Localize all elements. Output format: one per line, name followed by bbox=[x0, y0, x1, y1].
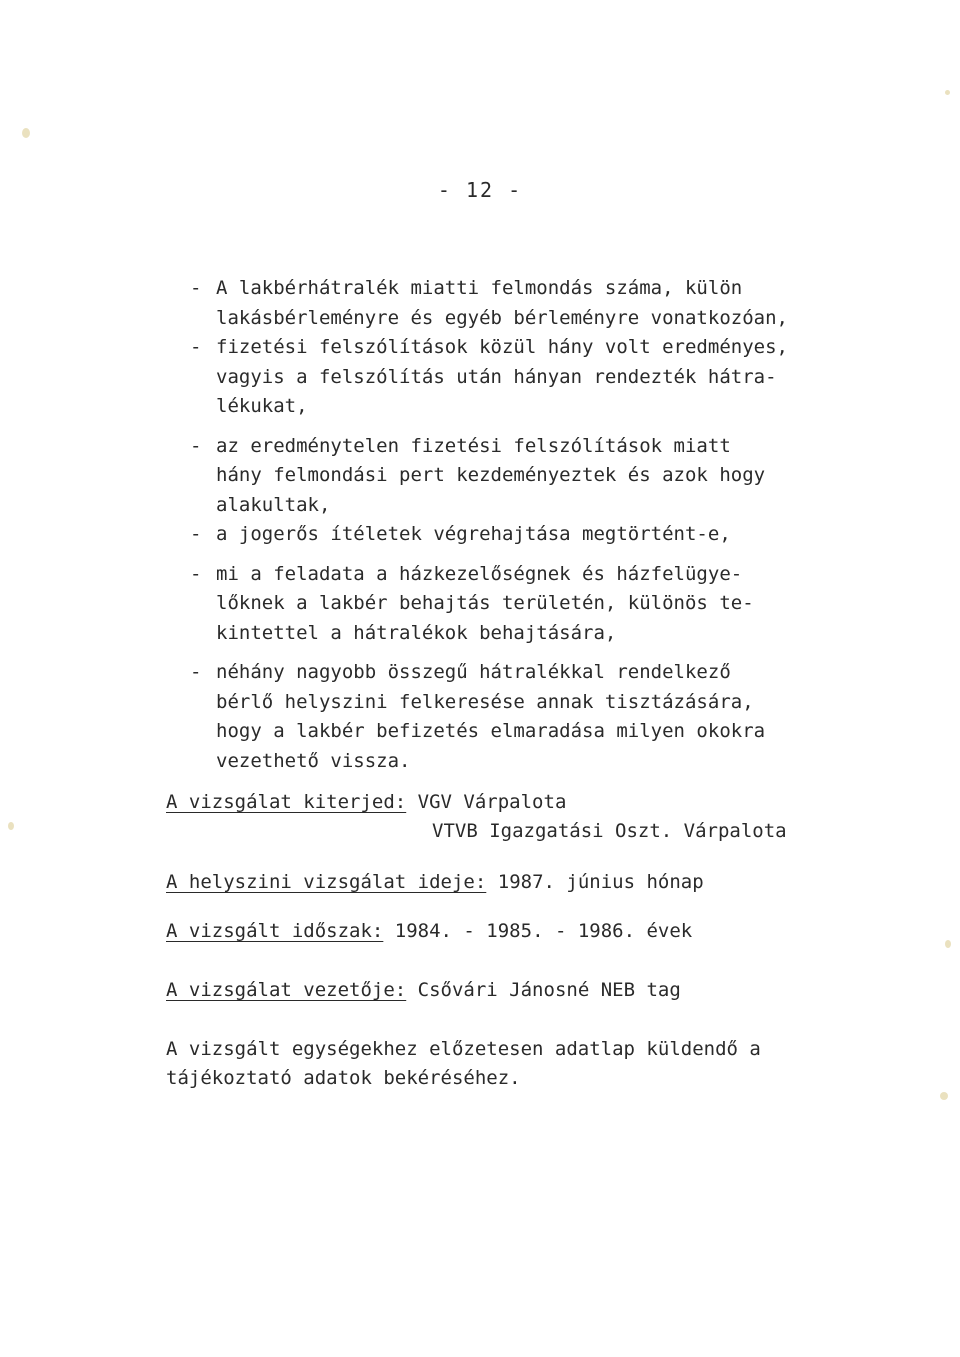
bullet-line: vagyis a felszólítás után hányan rendezték hátra- bbox=[216, 365, 777, 388]
bullet-line: kintettel a hátralékok behajtására, bbox=[216, 621, 617, 644]
bullet-line: a jogerős ítéletek végrehajtása megtörtént-e, bbox=[216, 523, 731, 545]
scope-label: A vizsgálat kiterjed: bbox=[166, 791, 407, 813]
bullet-line: az eredménytelen fizetési felszólítások miatt bbox=[216, 434, 731, 457]
dash-marker: - bbox=[190, 434, 202, 457]
closing-line: tájékoztató adatok bekéréséhez. bbox=[166, 1067, 521, 1089]
scope-value: VTVB Igazgatási Oszt. Várpalota bbox=[432, 820, 787, 842]
bullet-item bbox=[190, 520, 810, 550]
onsite-date-label: A helyszini vizsgálat ideje: bbox=[166, 871, 487, 893]
dash-marker: - bbox=[190, 562, 202, 585]
bullet-line: hogy a lakbér befizetés elmaradása milyen okokra bbox=[216, 720, 766, 742]
bullet-line: hány felmondási pert kezdeményeztek és azok hogy bbox=[216, 464, 766, 486]
bullet-line: alakultak, bbox=[216, 493, 331, 516]
bullet-item bbox=[190, 333, 810, 422]
closing-paragraph bbox=[166, 1035, 826, 1093]
bullet-line: fizetési felszólítások közül hány volt eredményes, bbox=[216, 336, 788, 358]
bullet-line: A lakbérhátralék miatti felmondás száma, külön bbox=[216, 277, 743, 299]
onsite-date-value: 1987. június hónap bbox=[497, 871, 704, 893]
leader-section bbox=[166, 976, 826, 1005]
dash-marker: - bbox=[190, 277, 202, 299]
bullet-line: néhány nagyobb összegű hátralékkal rendelkező bbox=[216, 661, 731, 683]
paper-speck bbox=[22, 128, 30, 138]
closing-line: A vizsgált egységekhez előzetesen adatlap küldendő a bbox=[166, 1038, 761, 1060]
bullet-item bbox=[190, 274, 810, 333]
bullet-list bbox=[190, 274, 810, 776]
dash-marker: - bbox=[190, 523, 202, 545]
paper-speck bbox=[945, 940, 951, 948]
dash-marker: - bbox=[190, 661, 202, 683]
onsite-date-section bbox=[166, 868, 826, 897]
page-number: - 12 - bbox=[437, 178, 523, 202]
paper-speck bbox=[940, 1092, 948, 1100]
bullet-item bbox=[190, 658, 810, 776]
scope-value: VGV Várpalota bbox=[417, 791, 567, 813]
bullet-line: lékukat, bbox=[216, 395, 308, 417]
period-label: A vizsgált időszak: bbox=[166, 920, 384, 942]
bullet-line: lakásbérleményre és egyéb bérleményre vonatkozóan, bbox=[216, 306, 788, 329]
paper-speck bbox=[8, 822, 14, 830]
bullet-line: lőknek a lakbér behajtás területén, különös te- bbox=[216, 592, 754, 614]
bullet-line: bérlő helyszini felkeresése annak tisztázására, bbox=[216, 690, 754, 713]
bullet-line: mi a feladata a házkezelőségnek és házfelügye- bbox=[216, 562, 743, 585]
scope-section bbox=[166, 788, 826, 846]
period-value: 1984. - 1985. - 1986. évek bbox=[394, 920, 693, 942]
dash-marker: - bbox=[190, 336, 202, 358]
leader-value: Csővári Jánosné NEB tag bbox=[417, 979, 681, 1001]
period-section bbox=[166, 917, 826, 946]
bullet-line: vezethető vissza. bbox=[216, 749, 411, 772]
bullet-item bbox=[190, 560, 810, 649]
bullet-item bbox=[190, 432, 810, 521]
paper-speck bbox=[945, 90, 950, 95]
leader-label: A vizsgálat vezetője: bbox=[166, 979, 407, 1001]
